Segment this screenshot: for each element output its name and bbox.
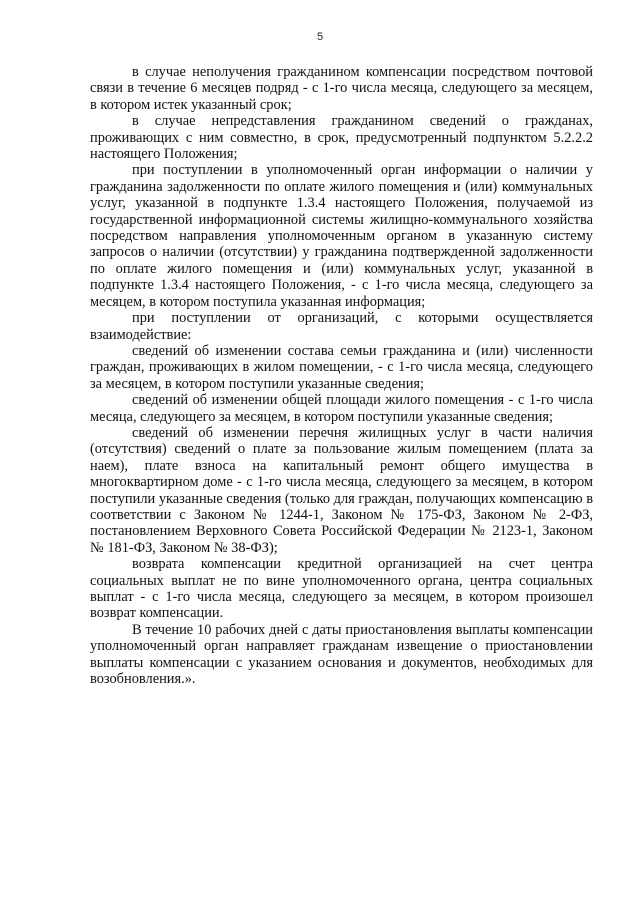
paragraph-compensation-return: возврата компенсации кредитной организацией на счет центра социальных выплат не по вине уполномоченного органа, центра социальных выплат - с 1-го числа месяца, следующего за месяцем, в котором произошел возврат компенсации. (90, 556, 593, 622)
paragraph-debt-info: при поступлении в уполномоченный орган информации о наличии у гражданина задолженности по оплате жилого помещения и (или) коммунальных услуг, указанной в подпункте 1.3.4 настоящего Положения, получаемой из государственной информационной системы жилищно-коммунального хозяйства посредством направления уполномоченным органом в указанную систему запросов о наличии (отсутствии) у гражданина подтвержденной задолженности по оплате жилого помещения и (или) коммунальных услуг, указанной в подпункте 1.3.4 настоящего Положения, - с 1-го числа месяца, следующего за месяцем, в котором поступила указанная информация; (90, 162, 593, 310)
document-body (90, 64, 593, 687)
paragraph-area-change: сведений об изменении общей площади жилого помещения - с 1-го числа месяца, следующего за месяцем, в котором поступили указанные сведения; (90, 392, 593, 425)
paragraph-family-change: сведений об изменении состава семьи гражданина и (или) численности граждан, проживающих в жилом помещении, - с 1-го числа месяца, следующего за месяцем, в котором поступили указанные сведения; (90, 342, 593, 392)
paragraph-cohabitant-info: в случае непредставления гражданином сведений о гражданах, проживающих с ним совместно, в срок, предусмотренный подпунктом 5.2.2.2 настоящего Положения; (90, 113, 593, 163)
page-number: 5 (316, 31, 324, 43)
paragraph-organizations-intro: при поступлении от организаций, с которыми осуществляется взаимодействие: (90, 310, 593, 343)
paragraph-mail-non-receipt: в случае неполучения гражданином компенсации посредством почтовой связи в течение 6 месяцев подряд - с 1-го числа месяца, следующего за месяцем, в котором истек указанный срок; (90, 64, 593, 113)
paragraph-services-change: сведений об изменении перечня жилищных услуг в части наличия (отсутствия) сведений о плате за пользование жилым помещением (плата за наем), плате взноса на капитальный ремонт общего имущества в многоквартирном доме - с 1-го числа месяца, следующего за месяцем, в котором поступили указанные сведения (только для граждан, получающих компенсацию в соответствии с Законом № 1244-1, Законом № 175-ФЗ, Законом № 2-ФЗ, постановлением Верховного Совета Российской Федерации № 2123-1, Законом № 181-ФЗ, Законом № 38-ФЗ); (90, 424, 593, 556)
paragraph-notification: В течение 10 рабочих дней с даты приостановления выплаты компенсации уполномоченный орган направляет гражданам извещение о приостановлении выплаты компенсации с указанием основания и документов, необходимых для возобновления.». (90, 621, 593, 688)
